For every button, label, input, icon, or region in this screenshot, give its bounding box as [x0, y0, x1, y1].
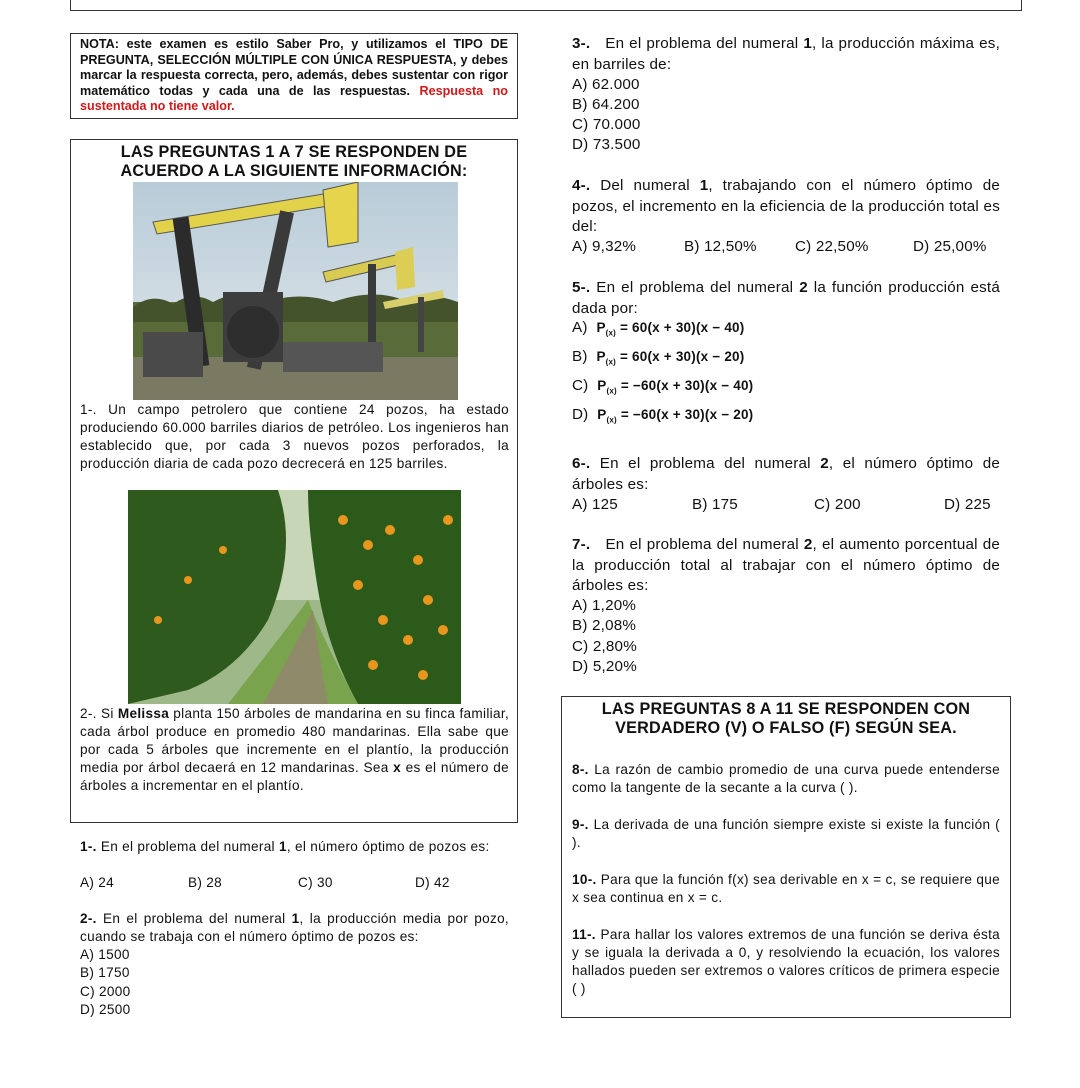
- problem1-body: Un campo petrolero que contiene 24 pozos, ha estado produciendo 60.000 barriles diarios de petróleo. Los ingenieros han establecido que, por cada 3 nuevos pozos perforados, la producción diaria de cada pozo decrecerá en 125 barriles.: [80, 402, 509, 471]
- q7-option-d[interactable]: D) 5,20%: [572, 658, 637, 675]
- q1-text-a: En el problema del numeral: [100, 839, 275, 854]
- q6-options: [572, 495, 1000, 516]
- q8-body: La razón de cambio promedio de una curva puede entenderse como la tangente de la secante a la curva ( ).: [572, 762, 1000, 795]
- q3-option-a[interactable]: A) 62.000: [572, 76, 640, 93]
- q4-option-a[interactable]: A) 9,32%: [572, 238, 637, 255]
- q2-option-b[interactable]: B) 1750: [80, 965, 130, 980]
- q3-num: 1: [803, 35, 812, 52]
- q1-text-b: , el número óptimo de pozos es:: [286, 839, 490, 854]
- q3-text-a: En el problema del numeral: [605, 35, 799, 52]
- q6-text-b: , el número óptimo de árboles es:: [572, 455, 1000, 493]
- q6-option-b[interactable]: B) 175: [692, 496, 738, 513]
- q6-option-a[interactable]: A) 125: [572, 496, 618, 513]
- q5-option-a-letter: A): [572, 319, 588, 336]
- problem1-text: [80, 401, 509, 473]
- q3-label: 3-.: [572, 35, 591, 52]
- q5-option-b-letter: B): [572, 348, 588, 365]
- q5-c-sub: (x): [606, 386, 617, 396]
- q3-option-c[interactable]: C) 70.000: [572, 116, 641, 133]
- q5-option-d-letter: D): [572, 406, 589, 423]
- q6-num: 2: [820, 455, 829, 472]
- q2-option-c[interactable]: C) 2000: [80, 984, 131, 999]
- q4-options: [572, 237, 1000, 258]
- q5-d-p: P: [597, 407, 607, 422]
- q8-label: 8-.: [572, 762, 589, 777]
- q2-num: 1: [291, 911, 300, 926]
- q2-option-d[interactable]: D) 2500: [80, 1002, 131, 1017]
- q3-option-d[interactable]: D) 73.500: [572, 136, 641, 153]
- q5-option-d-formula: [597, 407, 754, 425]
- q10-text: [572, 871, 1000, 907]
- q7-text-a: En el problema del numeral: [605, 536, 799, 553]
- q5-b-expr: = 60(x + 30)(x − 20): [620, 349, 745, 364]
- q1-option-a[interactable]: A) 24: [80, 875, 114, 890]
- q5-c-expr: = −60(x + 30)(x − 40): [620, 378, 754, 393]
- q5-option-c-formula: [597, 378, 754, 396]
- q3-text-b: , la producción máxima es, en barriles de:: [572, 35, 1001, 73]
- q1-num: 1: [278, 839, 287, 854]
- q6-text: [572, 454, 1000, 495]
- q5-a-expr: = 60(x + 30)(x − 40): [620, 320, 745, 335]
- q1-label: 1-.: [80, 839, 97, 854]
- q2-text-a: En el problema del numeral: [102, 911, 286, 926]
- q4-text-b: , trabajando con el número óptimo de pozos, el incremento en la eficiencia de la producción total es del:: [572, 177, 1001, 235]
- q4-option-c[interactable]: C) 22,50%: [795, 238, 869, 255]
- problem2-body-b: es el número de árboles a incrementar en el plantío.: [80, 760, 510, 793]
- q5-option-b-formula: [596, 349, 745, 367]
- q7-num: 2: [803, 536, 813, 553]
- q9-label: 9-.: [572, 817, 589, 832]
- problem2-text: [80, 705, 509, 795]
- problem2-name: Melissa: [117, 706, 170, 721]
- q7-text: [572, 535, 1000, 597]
- q6-text-a: En el problema del numeral: [599, 455, 811, 472]
- q5-option-b[interactable]: [572, 347, 744, 373]
- q1-option-d[interactable]: D) 42: [415, 875, 450, 890]
- q11-body: Para hallar los valores extremos de una función se deriva ésta y se iguala la derivada a 0, y resolviendo la ecuación, los valores hallados pueden ser extremos o valores críticos de primera especie ( ): [572, 927, 1001, 996]
- q6-label: 6-.: [572, 455, 591, 472]
- nota-warning: Respuesta no sustentada no tiene valor.: [80, 83, 508, 113]
- q5-option-c[interactable]: [572, 376, 753, 402]
- q2-text: [80, 910, 509, 946]
- q5-b-p: P: [596, 349, 606, 364]
- q2-text-b: , la producción media por pozo, cuando se trabaja con el número óptimo de pozos es:: [80, 911, 510, 944]
- q7-option-a[interactable]: A) 1,20%: [572, 597, 637, 614]
- orange-grove-image: [128, 490, 461, 704]
- q9-body: La derivada de una función siempre existe si existe la función ( ).: [572, 817, 1000, 850]
- q4-option-d[interactable]: D) 25,00%: [913, 238, 987, 255]
- q7-label: 7-.: [572, 536, 591, 553]
- q4-text: [572, 176, 1000, 238]
- q5-text-b: la función producción está dada por:: [572, 279, 1000, 317]
- q4-text-a: Del numeral: [600, 177, 690, 194]
- q11-label: 11-.: [572, 927, 596, 942]
- q5-text: [572, 278, 1000, 319]
- q5-d-expr: = −60(x + 30)(x − 20): [620, 407, 754, 422]
- problem2-label: 2-.: [80, 706, 97, 721]
- q4-num: 1: [699, 177, 709, 194]
- vf-heading: LAS PREGUNTAS 8 A 11 SE RESPONDEN CON VERDADERO (V) O FALSO (F) SEGÚN SEA.: [601, 700, 971, 737]
- q11-text: [572, 926, 1000, 998]
- q5-option-a-formula: [596, 320, 745, 338]
- q9-text: [572, 816, 1000, 852]
- q5-a-sub: (x): [605, 328, 617, 338]
- q5-a-p: P: [596, 320, 606, 335]
- q8-text: [572, 761, 1000, 797]
- q4-option-b[interactable]: B) 12,50%: [684, 238, 757, 255]
- q5-option-a[interactable]: [572, 318, 744, 344]
- info-heading: LAS PREGUNTAS 1 A 7 SE RESPONDEN DE ACUERDO A LA SIGUIENTE INFORMACIÓN:: [120, 143, 468, 180]
- q5-text-a: En el problema del numeral: [596, 279, 794, 296]
- problem1-label: 1-.: [80, 402, 97, 417]
- q1-text: [80, 838, 509, 856]
- q7-text-b: , el aumento porcentual de la producción total al trabajar con el número óptimo de árboles es:: [572, 536, 1001, 594]
- q7-option-c[interactable]: C) 2,80%: [572, 638, 637, 655]
- q6-option-c[interactable]: C) 200: [814, 496, 861, 513]
- q10-label: 10-.: [572, 872, 597, 887]
- q5-c-p: P: [597, 378, 607, 393]
- q2-label: 2-.: [80, 911, 97, 926]
- oil-pump-image: [133, 182, 458, 400]
- q5-option-c-letter: C): [572, 377, 589, 394]
- q7-option-b[interactable]: B) 2,08%: [572, 617, 637, 634]
- q5-option-d[interactable]: [572, 405, 753, 431]
- q5-label: 5-.: [572, 279, 591, 296]
- q3-text: [572, 34, 1000, 75]
- q1-option-c[interactable]: C) 30: [298, 875, 333, 890]
- top-frame: [70, 0, 1022, 11]
- q2-option-a[interactable]: A) 1500: [80, 947, 130, 962]
- nota-box: [70, 33, 518, 119]
- q1-option-b[interactable]: B) 28: [188, 875, 222, 890]
- nota-text: NOTA: este examen es estilo Saber Pro, y utilizamos el TIPO DE PREGUNTA, SELECCIÓN MÚLTIPLE CON ÚNICA RESPUESTA, y debes marcar la respuesta correcta, pero, además, debes sustentar con rigor matemático todas y cada una de las respuestas.: [80, 37, 508, 98]
- problem2-pre: Si: [100, 706, 114, 721]
- q10-body: Para que la función f(x) sea derivable en x = c, se requiere que x sea continua en x = c.: [572, 872, 1000, 905]
- problem2-var: x: [393, 760, 402, 775]
- q5-b-sub: (x): [605, 357, 617, 367]
- q4-label: 4-.: [572, 177, 591, 194]
- problem2-body-a: planta 150 árboles de mandarina en su finca familiar, cada árbol produce en promedio 480 mandarinas. Ella sabe que por cada 5 árboles que incremente en el plantío, la producción media por árbol decaerá en 12 mandarinas. Sea: [80, 706, 510, 775]
- q6-option-d[interactable]: D) 225: [944, 496, 991, 513]
- q5-d-sub: (x): [606, 415, 617, 425]
- q5-num: 2: [799, 279, 808, 296]
- q3-option-b[interactable]: B) 64.200: [572, 96, 640, 113]
